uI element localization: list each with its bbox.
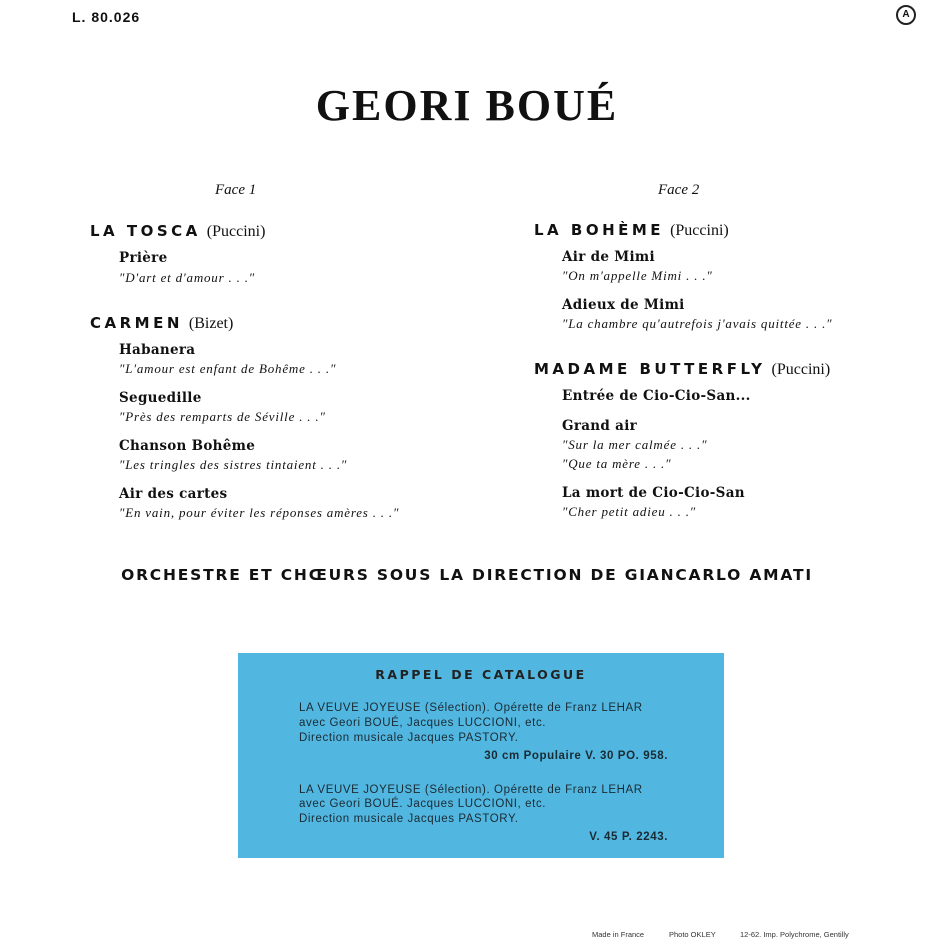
aria-lyric: ″Que ta mère . . .″ [562,456,672,471]
composer: (Bizet) [188,315,234,332]
aria-title: La mort de Cio-Cio-San [562,485,745,501]
work-title-carmen [90,314,233,333]
aria-title: Seguedille [119,390,202,406]
aria-title: Habanera [119,342,196,358]
composer: (Puccini) [206,223,266,240]
aria-title: Chanson Bohême [119,438,256,454]
catalog-entry-line: avec Geori BOUÉ, Jacques LUCCIONI, etc. [299,717,547,729]
aria-lyric: ″La chambre qu'autrefois j'avais quittée . . .″ [562,316,833,331]
work-title-madame-butterfly [534,360,830,379]
face-2-label: Face 2 [658,182,700,198]
catalog-entry-line: Direction musicale Jacques PASTORY. [299,813,519,825]
footer-made-in: Made in France [592,930,645,939]
catalog-number: L. 80.026 [72,9,141,25]
aria-lyric: ″L'amour est enfant de Bohême . . .″ [119,361,337,376]
aria-title: Prière [119,250,168,266]
work-title: LA BOHÈME [534,221,665,239]
composer: (Puccini) [771,361,831,378]
catalog-reference: 30 cm Populaire V. 30 PO. 958. [484,750,668,762]
work-title: LA TOSCA [90,222,201,240]
catalog-entry-line: LA VEUVE JOYEUSE (Sélection). Opérette de Franz LEHAR [299,784,643,796]
catalog-entry-line: LA VEUVE JOYEUSE (Sélection). Opérette de Franz LEHAR [299,702,643,714]
footer-photo-credit: Photo OKLEY [669,930,716,939]
aria-lyric: ″Près des remparts de Séville . . .″ [119,409,326,424]
face-1-label: Face 1 [215,182,257,198]
aria-lyric: ″Cher petit adieu . . .″ [562,504,697,519]
catalog-reminder-box [238,653,724,858]
aria-lyric: ″Les tringles des sistres tintaient . . .″ [119,457,348,472]
catalog-reference: V. 45 P. 2243. [589,831,668,843]
work-title-la-tosca [90,222,265,241]
aria-title: Air des cartes [119,486,228,502]
album-title: GEORI BOUÉ [315,81,619,130]
aria-lyric: ″D'art et d'amour . . .″ [119,270,255,285]
catalog-heading: RAPPEL DE CATALOGUE [375,667,587,682]
work-title-la-boheme [534,221,729,240]
footer-printer: 12-62. Imp. Polychrome, Gentilly [740,930,849,939]
orchestra-credit: ORCHESTRE ET CHŒURS SOUS LA DIRECTION DE GIANCARLO AMATI [121,566,813,584]
aria-lyric: ″En vain, pour éviter les réponses amères . . .″ [119,505,400,520]
aria-lyric: ″On m'appelle Mimi . . .″ [562,268,713,283]
label-logo: A [896,5,916,25]
work-title: MADAME BUTTERFLY [534,360,766,378]
work-title: CARMEN [90,314,183,332]
aria-lyric: ″Sur la mer calmée . . .″ [562,437,708,452]
aria-title: Air de Mimi [562,249,655,265]
aria-title: Adieux de Mimi [562,297,685,313]
composer: (Puccini) [670,222,729,239]
aria-title: Grand air [562,418,638,434]
aria-title: Entrée de Cio-Cio-San... [562,388,751,404]
catalog-entry-line: Direction musicale Jacques PASTORY. [299,732,519,744]
catalog-entry-line: avec Geori BOUÉ. Jacques LUCCIONI, etc. [299,798,547,810]
